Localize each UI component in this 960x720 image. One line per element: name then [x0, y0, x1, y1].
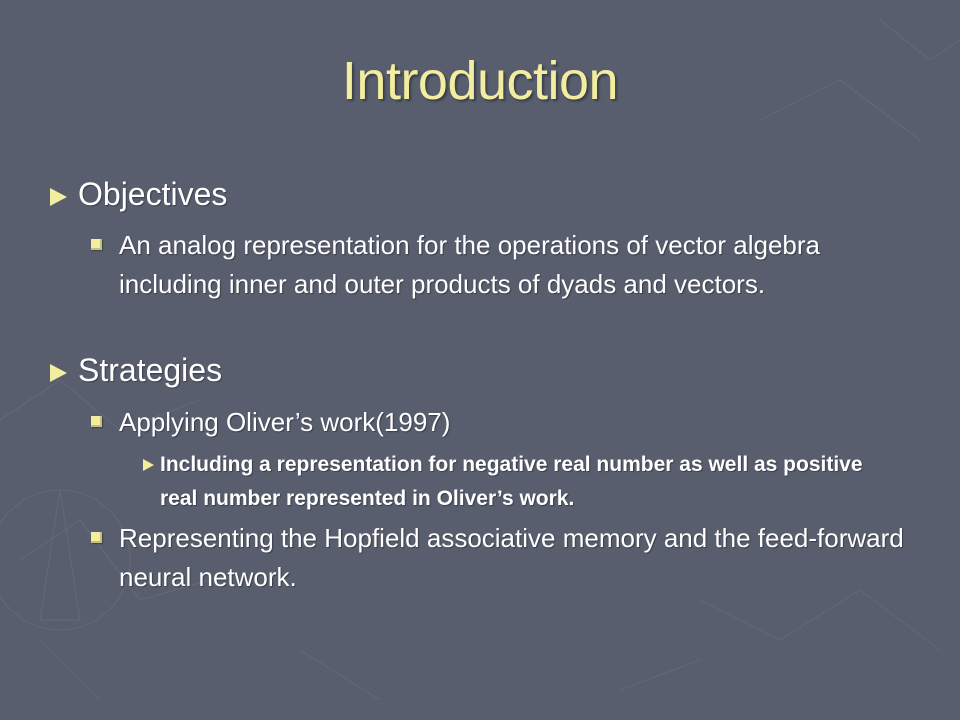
strategy-subitem: Including a representation for negative real number as well as positive real number represented in Oliver’s work.: [160, 453, 863, 510]
square-bullet-icon: [91, 239, 102, 250]
triangle-bullet-icon: [143, 459, 154, 471]
objective-item: An analog representation for the operations of vector algebra including inner and outer products of dyads and vectors.: [119, 230, 821, 299]
square-bullet-icon: [91, 416, 102, 427]
strategy-item: Applying Oliver’s work(1997): [119, 407, 451, 437]
triangle-bullet-icon: [50, 188, 67, 206]
strategy-item: Representing the Hopfield associative memory and the feed-forward neural network.: [119, 523, 904, 592]
objectives-heading: Objectives: [78, 176, 228, 212]
square-bullet-icon: [91, 532, 102, 543]
triangle-bullet-icon: [50, 364, 67, 382]
strategies-heading: Strategies: [78, 352, 223, 388]
slide-title: Introduction: [341, 51, 619, 111]
